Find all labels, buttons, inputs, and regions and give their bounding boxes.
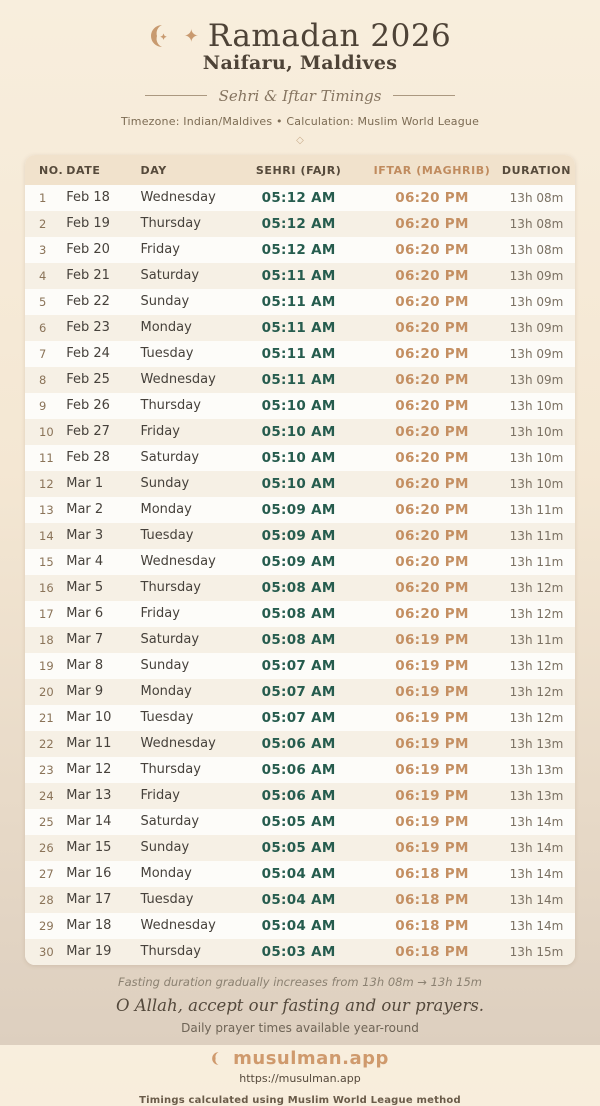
table-row xyxy=(25,211,575,237)
subtitle-row xyxy=(0,87,600,105)
row-number: 26 xyxy=(39,840,54,855)
row-number: 10 xyxy=(39,424,54,439)
day-cell: Sunday xyxy=(140,294,190,310)
sehri-time: 05:06 AM xyxy=(261,787,336,804)
duration-cell: 13h 12m xyxy=(509,658,564,673)
duration-cell: 13h 09m xyxy=(509,320,564,335)
date-cell: Feb 22 xyxy=(66,294,110,310)
iftar-time: 06:20 PM xyxy=(395,423,469,440)
brand-row xyxy=(0,1048,600,1069)
table-row xyxy=(25,653,575,679)
table-row xyxy=(25,471,575,497)
date-cell: Mar 10 xyxy=(66,710,112,726)
table-row xyxy=(25,705,575,731)
date-cell: Feb 21 xyxy=(66,268,110,284)
table-row xyxy=(25,367,575,393)
duration-cell: 13h 15m xyxy=(509,944,564,959)
date-cell: Mar 9 xyxy=(66,684,104,700)
duration-cell: 13h 10m xyxy=(509,424,564,439)
row-number: 15 xyxy=(39,554,54,569)
iftar-time: 06:19 PM xyxy=(395,631,469,648)
duration-note: Fasting duration gradually increases from 13h 08m → 13h 15m xyxy=(117,974,483,989)
day-cell: Tuesday xyxy=(140,528,194,544)
row-number: 22 xyxy=(39,736,54,751)
iftar-time: 06:20 PM xyxy=(395,215,469,232)
duration-cell: 13h 13m xyxy=(509,736,564,751)
date-cell: Feb 24 xyxy=(66,346,110,362)
day-cell: Tuesday xyxy=(140,346,194,362)
date-cell: Feb 27 xyxy=(66,424,110,440)
iftar-time: 06:20 PM xyxy=(395,189,469,206)
day-cell: Thursday xyxy=(140,944,201,960)
sehri-time: 05:08 AM xyxy=(261,631,336,648)
day-cell: Monday xyxy=(140,866,192,882)
sehri-time: 05:10 AM xyxy=(261,475,336,492)
brand-url: https://musulman.app xyxy=(239,1071,361,1085)
row-number: 19 xyxy=(39,658,54,673)
row-number: 21 xyxy=(39,710,54,725)
day-cell: Sunday xyxy=(140,840,190,856)
table-row xyxy=(25,315,575,341)
table-row xyxy=(25,393,575,419)
iftar-time: 06:20 PM xyxy=(395,449,469,466)
row-number: 4 xyxy=(39,268,47,283)
sparkle-icon: ✦ xyxy=(183,26,199,48)
date-cell: Mar 13 xyxy=(66,788,112,804)
sehri-time: 05:07 AM xyxy=(261,683,336,700)
column-header-sehri: SEHRI (FAJR) xyxy=(231,155,366,185)
page-title: Ramadan 2026 xyxy=(207,18,452,54)
day-cell: Thursday xyxy=(140,580,201,596)
sehri-time: 05:06 AM xyxy=(261,761,336,778)
day-cell: Thursday xyxy=(140,398,201,414)
row-number: 28 xyxy=(39,892,54,907)
iftar-time: 06:19 PM xyxy=(395,709,469,726)
row-number: 17 xyxy=(39,606,54,621)
iftar-time: 06:20 PM xyxy=(395,605,469,622)
iftar-time: 06:19 PM xyxy=(395,735,469,752)
sehri-time: 05:07 AM xyxy=(261,657,336,674)
sehri-time: 05:09 AM xyxy=(261,553,336,570)
duration-cell: 13h 10m xyxy=(509,450,564,465)
sehri-time: 05:04 AM xyxy=(261,865,336,882)
sehri-time: 05:11 AM xyxy=(261,319,336,336)
duration-cell: 13h 09m xyxy=(509,268,564,283)
timings-table xyxy=(25,155,575,965)
day-cell: Friday xyxy=(140,788,180,804)
day-cell: Friday xyxy=(140,242,180,258)
duration-cell: 13h 11m xyxy=(509,554,564,569)
table-row xyxy=(25,575,575,601)
diamond-ornament-icon: ◇ xyxy=(296,134,304,146)
row-number: 24 xyxy=(39,788,54,803)
column-header-day: DAY xyxy=(141,155,232,185)
row-number: 25 xyxy=(39,814,54,829)
iftar-time: 06:18 PM xyxy=(395,891,469,908)
date-cell: Feb 23 xyxy=(66,320,110,336)
table-row xyxy=(25,679,575,705)
sehri-time: 05:10 AM xyxy=(261,423,336,440)
date-cell: Mar 1 xyxy=(66,476,104,492)
table-row xyxy=(25,445,575,471)
sehri-time: 05:12 AM xyxy=(261,215,336,232)
duration-cell: 13h 12m xyxy=(509,606,564,621)
sehri-time: 05:07 AM xyxy=(261,709,336,726)
table-row xyxy=(25,627,575,653)
table-row xyxy=(25,783,575,809)
day-cell: Thursday xyxy=(140,216,201,232)
sehri-time: 05:03 AM xyxy=(261,943,336,960)
iftar-time: 06:19 PM xyxy=(395,839,469,856)
iftar-time: 06:19 PM xyxy=(395,813,469,830)
day-cell: Friday xyxy=(140,606,180,622)
row-number: 11 xyxy=(39,450,54,465)
sehri-time: 05:11 AM xyxy=(261,345,336,362)
table-row xyxy=(25,419,575,445)
day-cell: Wednesday xyxy=(140,736,216,752)
table-row xyxy=(25,887,575,913)
iftar-time: 06:19 PM xyxy=(395,787,469,804)
date-cell: Feb 28 xyxy=(66,450,110,466)
table-row xyxy=(25,835,575,861)
sehri-time: 05:06 AM xyxy=(261,735,336,752)
row-number: 14 xyxy=(39,528,54,543)
row-number: 1 xyxy=(39,190,47,205)
iftar-time: 06:19 PM xyxy=(395,761,469,778)
day-cell: Monday xyxy=(140,684,192,700)
day-cell: Sunday xyxy=(140,476,190,492)
header xyxy=(0,0,600,146)
date-cell: Feb 25 xyxy=(66,372,110,388)
date-cell: Mar 17 xyxy=(66,892,112,908)
table-header xyxy=(25,155,575,185)
date-cell: Mar 18 xyxy=(66,918,112,934)
row-number: 8 xyxy=(39,372,47,387)
sehri-time: 05:08 AM xyxy=(261,579,336,596)
day-cell: Tuesday xyxy=(140,892,194,908)
date-cell: Mar 8 xyxy=(66,658,104,674)
duration-cell: 13h 10m xyxy=(509,398,564,413)
iftar-time: 06:19 PM xyxy=(395,657,469,674)
row-number: 29 xyxy=(39,918,54,933)
table-row xyxy=(25,731,575,757)
sehri-time: 05:09 AM xyxy=(261,527,336,544)
footer xyxy=(0,975,600,1106)
row-number: 16 xyxy=(39,580,54,595)
duration-cell: 13h 12m xyxy=(509,580,564,595)
table-row xyxy=(25,497,575,523)
date-cell: Feb 19 xyxy=(66,216,110,232)
duration-cell: 13h 13m xyxy=(509,788,564,803)
duration-cell: 13h 08m xyxy=(509,242,564,257)
iftar-time: 06:20 PM xyxy=(395,319,469,336)
table-row xyxy=(25,237,575,263)
iftar-time: 06:19 PM xyxy=(395,683,469,700)
crescent-moon-icon xyxy=(149,23,175,49)
row-number: 9 xyxy=(39,398,47,413)
iftar-time: 06:20 PM xyxy=(395,267,469,284)
date-cell: Feb 18 xyxy=(66,190,110,206)
day-cell: Wednesday xyxy=(140,918,216,934)
date-cell: Mar 6 xyxy=(66,606,104,622)
sehri-time: 05:10 AM xyxy=(261,449,336,466)
table-row xyxy=(25,263,575,289)
day-cell: Wednesday xyxy=(140,372,216,388)
table-row xyxy=(25,523,575,549)
date-cell: Mar 15 xyxy=(66,840,112,856)
column-header-iftar: IFTAR (MAGHRIB) xyxy=(366,155,498,185)
date-cell: Mar 3 xyxy=(66,528,104,544)
divider-line-right xyxy=(393,95,455,96)
iftar-time: 06:20 PM xyxy=(395,293,469,310)
duration-cell: 13h 14m xyxy=(509,814,564,829)
duration-cell: 13h 09m xyxy=(509,294,564,309)
day-cell: Saturday xyxy=(140,268,200,284)
date-cell: Mar 14 xyxy=(66,814,112,830)
duration-cell: 13h 12m xyxy=(509,710,564,725)
date-cell: Mar 11 xyxy=(66,736,112,752)
sehri-time: 05:12 AM xyxy=(261,241,336,258)
row-number: 5 xyxy=(39,294,47,309)
duration-cell: 13h 09m xyxy=(509,372,564,387)
sehri-time: 05:11 AM xyxy=(261,371,336,388)
row-number: 18 xyxy=(39,632,54,647)
date-cell: Mar 16 xyxy=(66,866,112,882)
duration-cell: 13h 11m xyxy=(509,632,564,647)
row-number: 3 xyxy=(39,242,47,257)
dua-text: O Allah, accept our fasting and our prayers. xyxy=(115,995,485,1015)
duration-cell: 13h 11m xyxy=(509,502,564,517)
iftar-time: 06:20 PM xyxy=(395,241,469,258)
row-number: 23 xyxy=(39,762,54,777)
table-row xyxy=(25,601,575,627)
duration-cell: 13h 08m xyxy=(509,190,564,205)
divider-line-left xyxy=(145,95,207,96)
column-header-duration: DURATION xyxy=(498,155,575,185)
column-header-no: NO. xyxy=(25,155,66,185)
table-row xyxy=(25,861,575,887)
iftar-time: 06:20 PM xyxy=(395,553,469,570)
duration-cell: 13h 14m xyxy=(509,892,564,907)
iftar-time: 06:18 PM xyxy=(395,865,469,882)
day-cell: Friday xyxy=(140,424,180,440)
day-cell: Thursday xyxy=(140,762,201,778)
iftar-time: 06:18 PM xyxy=(395,943,469,960)
duration-cell: 13h 14m xyxy=(509,866,564,881)
iftar-time: 06:20 PM xyxy=(395,475,469,492)
sehri-time: 05:05 AM xyxy=(261,839,336,856)
table-row xyxy=(25,341,575,367)
day-cell: Sunday xyxy=(140,658,190,674)
date-cell: Mar 4 xyxy=(66,554,104,570)
table-row xyxy=(25,939,575,965)
table-row xyxy=(25,913,575,939)
iftar-time: 06:18 PM xyxy=(395,917,469,934)
title-row xyxy=(0,20,600,53)
column-header-date: DATE xyxy=(66,155,140,185)
sehri-time: 05:11 AM xyxy=(261,293,336,310)
day-cell: Saturday xyxy=(140,632,200,648)
day-cell: Wednesday xyxy=(140,554,216,570)
timings-card xyxy=(25,155,575,965)
timings-table-body xyxy=(25,185,575,965)
location-title: Naifaru, Maldives xyxy=(202,51,398,74)
sehri-time: 05:04 AM xyxy=(261,891,336,908)
sehri-time: 05:08 AM xyxy=(261,605,336,622)
duration-cell: 13h 14m xyxy=(509,918,564,933)
row-number: 6 xyxy=(39,320,47,335)
duration-cell: 13h 14m xyxy=(509,840,564,855)
subtitle: Sehri & Iftar Timings xyxy=(218,86,382,105)
brand-crescent-icon xyxy=(211,1051,226,1066)
date-cell: Mar 12 xyxy=(66,762,112,778)
day-cell: Monday xyxy=(140,320,192,336)
date-cell: Mar 7 xyxy=(66,632,104,648)
iftar-time: 06:20 PM xyxy=(395,527,469,544)
date-cell: Feb 26 xyxy=(66,398,110,414)
date-cell: Mar 19 xyxy=(66,944,112,960)
iftar-time: 06:20 PM xyxy=(395,397,469,414)
day-cell: Saturday xyxy=(140,814,200,830)
sehri-time: 05:04 AM xyxy=(261,917,336,934)
sehri-time: 05:12 AM xyxy=(261,189,336,206)
sehri-time: 05:09 AM xyxy=(261,501,336,518)
row-number: 13 xyxy=(39,502,54,517)
table-row xyxy=(25,289,575,315)
date-cell: Feb 20 xyxy=(66,242,110,258)
table-row xyxy=(25,809,575,835)
duration-cell: 13h 11m xyxy=(509,528,564,543)
iftar-time: 06:20 PM xyxy=(395,345,469,362)
iftar-time: 06:20 PM xyxy=(395,371,469,388)
duration-cell: 13h 09m xyxy=(509,346,564,361)
iftar-time: 06:20 PM xyxy=(395,501,469,518)
timezone-calculation-meta: Timezone: Indian/Maldives • Calculation: Muslim World League xyxy=(120,114,480,128)
brand-name: musulman.app xyxy=(233,1047,389,1069)
duration-cell: 13h 10m xyxy=(509,476,564,491)
day-cell: Monday xyxy=(140,502,192,518)
row-number: 7 xyxy=(39,346,47,361)
date-cell: Mar 5 xyxy=(66,580,104,596)
row-number: 30 xyxy=(39,944,54,959)
sehri-time: 05:10 AM xyxy=(261,397,336,414)
calculation-method-note: Timings calculated using Muslim World League method xyxy=(139,1094,461,1106)
sehri-time: 05:11 AM xyxy=(261,267,336,284)
sehri-time: 05:05 AM xyxy=(261,813,336,830)
day-cell: Wednesday xyxy=(140,190,216,206)
date-cell: Mar 2 xyxy=(66,502,104,518)
duration-cell: 13h 08m xyxy=(509,216,564,231)
table-row xyxy=(25,549,575,575)
availability-note: Daily prayer times available year-round xyxy=(181,1020,419,1035)
day-cell: Saturday xyxy=(140,450,200,466)
day-cell: Tuesday xyxy=(140,710,194,726)
duration-cell: 13h 12m xyxy=(509,684,564,699)
table-row xyxy=(25,185,575,211)
row-number: 20 xyxy=(39,684,54,699)
row-number: 12 xyxy=(39,476,54,491)
row-number: 2 xyxy=(39,216,47,231)
iftar-time: 06:20 PM xyxy=(395,579,469,596)
table-row xyxy=(25,757,575,783)
duration-cell: 13h 13m xyxy=(509,762,564,777)
row-number: 27 xyxy=(39,866,54,881)
